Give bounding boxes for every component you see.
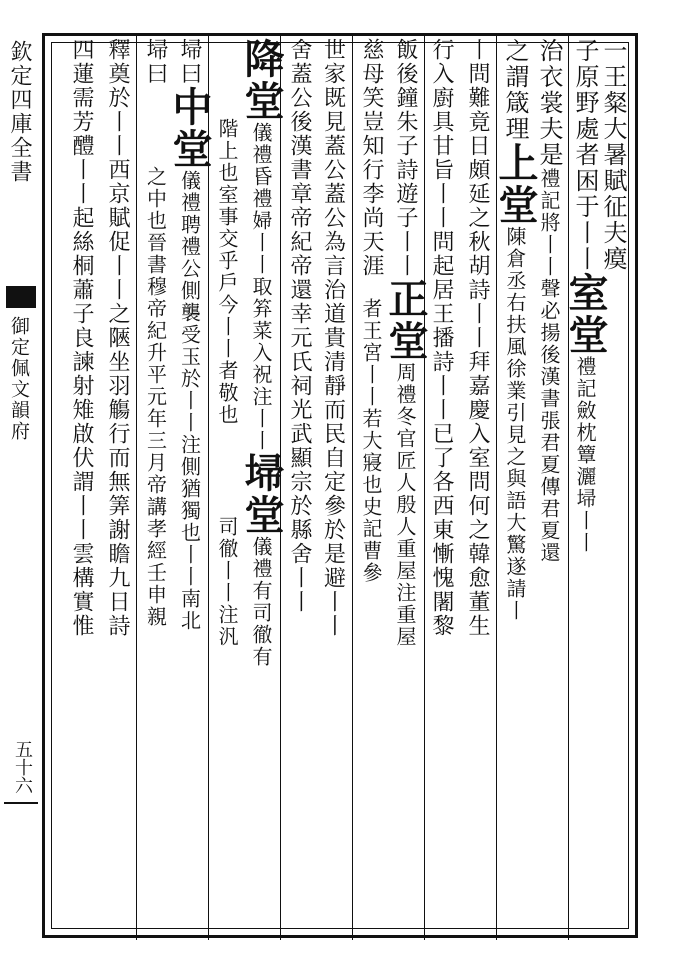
book-title-text: 御定佩文韻府: [8, 316, 30, 442]
text-column-15: [100, 38, 134, 898]
column-text: 世家既見蓋公蓋公為言治道貴清靜而民自定參於是避丨丨: [320, 38, 346, 638]
folio: [6, 740, 38, 794]
column-rule: [136, 36, 137, 940]
column-text: 治衣裳夫是: [535, 38, 563, 168]
headword: 降堂: [238, 38, 285, 122]
text-column-14: [138, 38, 172, 898]
column-text: 司徹丨丨注汎: [215, 516, 239, 648]
column-text: 丨問難竟日頗延之秋胡詩丨丨拜嘉慶入室問何之韓愈董生: [465, 38, 490, 638]
text-column-5: [460, 38, 494, 898]
column-text: 埽曰: [143, 38, 168, 86]
text-column-7: [382, 38, 429, 898]
folio-text: 五十六: [12, 740, 33, 794]
headword: 上堂: [492, 142, 539, 226]
folio-line: [4, 802, 38, 804]
text-column-6: [424, 38, 458, 898]
collection-title: [2, 40, 36, 184]
column-text: 慈母笑豈知行李尚天涯: [359, 38, 384, 278]
column-text: 子原野處者困于丨丨: [571, 38, 599, 272]
column-text: 之謂箴理: [501, 38, 529, 142]
text-column-12: [210, 38, 244, 898]
column-text: 儀禮聘禮公側襲受玉於丨丨注側猶獨也丨丨南北: [177, 170, 202, 632]
column-text: 舍蓋公後漢書章帝紀帝還幸元氏祠光武顯宗於縣舍丨丨: [287, 38, 312, 614]
column-text: 之中也晉書穆帝紀升平元年三月帝講孝經壬申親: [143, 166, 168, 628]
headword: 室堂: [562, 272, 609, 356]
column-text: 者王宮丨丨若大寢也史記曹參: [359, 298, 383, 584]
column-text: 儀禮有司徹有: [249, 536, 273, 668]
book-title: [2, 316, 36, 442]
column-text: 儀禮昏禮婦丨丨取笲菜入祝注丨丨: [249, 122, 273, 452]
text-column-11: [238, 38, 285, 898]
headword: 埽堂: [238, 452, 285, 536]
headword: 正堂: [382, 278, 429, 362]
text-column-13: [166, 38, 213, 898]
column-text: 周禮冬官匠人殷人重屋注重屋: [393, 362, 417, 648]
fish-tail-mark: [6, 286, 36, 308]
text-column-8: [354, 38, 388, 898]
text-column-4: [492, 38, 539, 898]
column-text: 埽曰: [177, 38, 202, 86]
collection-title-text: 欽定四庫全書: [7, 40, 32, 184]
column-text: 禮記斂枕簟灑埽丨丨: [573, 356, 597, 554]
column-text: 釋奠於丨丨西京賦促丨丨之陿坐羽觴行而無筭謝瞻九日詩: [105, 38, 130, 638]
text-column-10: [282, 38, 316, 898]
column-text: 四蓮需芳醴丨丨起絲桐蕭子良諫射雉啟伏謂丨丨雲構實惟: [69, 38, 94, 638]
headword: 中堂: [166, 86, 213, 170]
column-text: 飯後鐘朱子詩遊子丨丨: [393, 38, 418, 278]
column-text: 行入廚具甘旨丨丨問起居王播詩丨丨已了各西東慚愧闍黎: [429, 38, 454, 638]
column-rule: [208, 36, 209, 940]
column-text: 階上也室事交乎戶今丨丨者敬也: [215, 118, 239, 426]
text-column-2: [562, 38, 609, 898]
column-rule: [352, 36, 353, 940]
column-text: 陳倉丞右扶風徐業引見之與語大驚遂請丨: [503, 226, 527, 622]
text-column-16: [64, 38, 98, 898]
column-text: 一王粲大暑賦征夫瘼: [599, 38, 627, 272]
column-text: 禮記將丨丨聲必揚後漢書張君夏傳君夏還: [537, 168, 561, 564]
text-column-9: [316, 38, 350, 898]
